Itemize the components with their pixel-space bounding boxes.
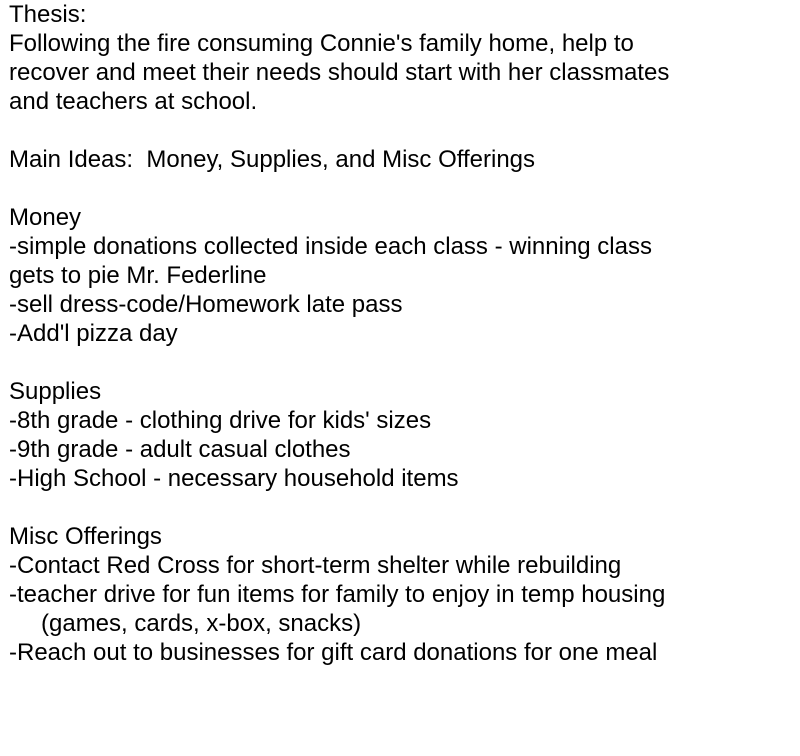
supplies-heading: Supplies	[9, 378, 102, 405]
document-body	[9, 0, 794, 667]
money-item: -Add'l pizza day	[9, 320, 178, 347]
money-heading: Money	[9, 204, 82, 231]
money-item: -sell dress-code/Homework late pass	[9, 291, 403, 318]
thesis-line: Following the fire consuming Connie's family home, help to	[9, 30, 634, 57]
money-item: gets to pie Mr. Federline	[9, 262, 267, 289]
thesis-section	[9, 0, 794, 116]
main-ideas-line: Main Ideas: Money, Supplies, and Misc Offerings	[9, 146, 536, 173]
misc-item: -Contact Red Cross for short-term shelter while rebuilding	[9, 552, 622, 579]
misc-heading: Misc Offerings	[9, 523, 162, 550]
thesis-line: and teachers at school.	[9, 88, 258, 115]
thesis-line: recover and meet their needs should start with her classmates	[9, 59, 670, 86]
money-section	[9, 203, 794, 348]
supplies-item: -9th grade - adult casual clothes	[9, 436, 351, 463]
supplies-item: -8th grade - clothing drive for kids' sizes	[9, 407, 432, 434]
money-item: -simple donations collected inside each class - winning class	[9, 233, 652, 260]
supplies-item: -High School - necessary household items	[9, 465, 459, 492]
misc-item: -Reach out to businesses for gift card donations for one meal	[9, 639, 658, 666]
misc-item-continuation: (games, cards, x-box, snacks)	[41, 610, 362, 637]
thesis-heading: Thesis:	[9, 1, 87, 28]
blank-line	[9, 174, 794, 203]
blank-line	[9, 116, 794, 145]
blank-line	[9, 348, 794, 377]
blank-line	[9, 493, 794, 522]
supplies-section	[9, 377, 794, 493]
misc-item: -teacher drive for fun items for family to enjoy in temp housing	[9, 581, 666, 608]
misc-section	[9, 522, 794, 667]
